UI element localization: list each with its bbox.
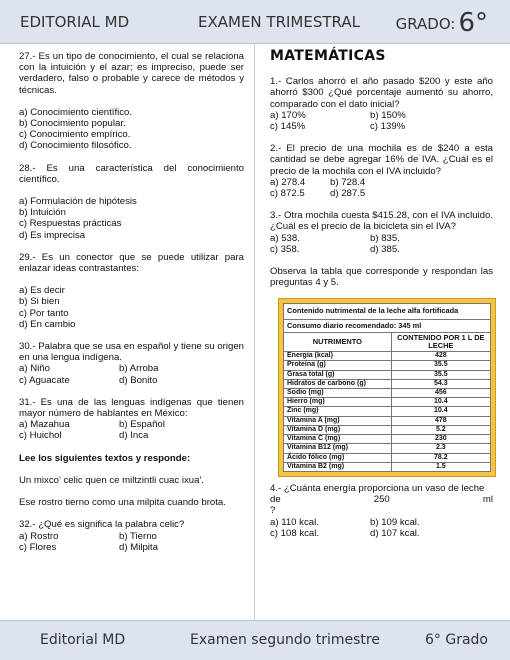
table-row (284, 444, 491, 453)
option: a) 278.4 (270, 176, 306, 188)
table-row (284, 389, 491, 398)
table-header-content: CONTENIDO POR 1 L DE LECHE (391, 332, 490, 351)
option: c) Respuestas prácticas (19, 218, 122, 230)
option: a) Mazahua (19, 419, 70, 431)
option: c) Flores (19, 541, 57, 553)
table-title: Contenido nutrimental de la leche alfa fortificada (284, 304, 491, 319)
nutrient-value: 1.5 (391, 462, 490, 471)
header-grade-value: 6° (458, 8, 488, 38)
nutrient-name: Ácido fólico (mg) (284, 453, 392, 462)
page-footer (0, 620, 510, 660)
question-29-text: 29.- Es un conector que se puede utilizar para enlazar ideas contrastantes: (19, 251, 244, 275)
nutrient-value: 2.3 (391, 444, 490, 453)
table-row (284, 370, 491, 379)
option: a) 110 kcal. (270, 516, 319, 528)
table-row (284, 379, 491, 388)
nutrition-table-frame (278, 298, 496, 476)
reading-text-nahuatl: Un mixco' celic quen ce miltzintli cuac ixua'. (19, 474, 204, 486)
nutrient-name: Hierro (mg) (284, 398, 392, 407)
question-3-text: 3.- Otra mochila cuesta $415.28, con el IVA incluido. ¿Cuál es el precio de la bicicleta sin el IVA? (270, 210, 493, 233)
nutrient-name: Zinc (mg) (284, 407, 392, 416)
question-4-text-250: 250 (373, 494, 390, 506)
nutrient-name: Vitamina B12 (mg) (284, 444, 392, 453)
question-4-text-de: de (270, 494, 281, 506)
nutrient-name: Proteína (g) (284, 361, 392, 370)
option: d) 107 kcal. (370, 527, 420, 539)
question-4-text-line1: 4.- ¿Cuánta energía proporciona un vaso de leche (270, 482, 485, 494)
question-2-text: 2.- El precio de una mochila es de $240 a esta cantidad se debe agregar 16% de IVA. ¿Cuál es el precio de la mochila con el IVA incluido? (270, 143, 493, 177)
nutrient-value: 428 (391, 352, 490, 361)
nutrient-value: 5.2 (391, 425, 490, 434)
option: c) 358. (270, 243, 300, 255)
table-row (284, 462, 491, 471)
option: c) Aguacate (19, 374, 70, 386)
option: b) 109 kcal. (370, 516, 420, 528)
table-row (284, 435, 491, 444)
nutrient-value: 35.5 (391, 361, 490, 370)
option: a) 538. (270, 232, 300, 244)
option: d) 287.5 (330, 188, 366, 200)
option: d) Conocimiento filosófico. (19, 140, 132, 152)
option: c) 108 kcal. (270, 527, 320, 539)
option: c) Por tanto (19, 307, 69, 319)
option: d) Bonito (119, 374, 158, 386)
nutrient-name: Vitamina A (mg) (284, 416, 392, 425)
question-1 (270, 76, 493, 132)
option: d) En cambio (19, 318, 76, 330)
footer-title: Examen segundo trimestre (190, 632, 380, 648)
question-32-text: 32.- ¿Qué es significa la palabra celic? (19, 519, 185, 531)
option: d) Milpita (119, 541, 158, 553)
option: b) Conocimiento popular. (19, 118, 126, 130)
option: a) Niño (19, 363, 50, 375)
option: b) 150% (370, 109, 406, 121)
option: c) 145% (270, 121, 306, 133)
page-header (0, 0, 510, 44)
question-1-text: 1.- Carlos ahorró el año pasado $200 y este año ahorró $300 ¿Qué porcentaje aumentó su ahorro, comparado con el dato inicial? (270, 76, 493, 110)
question-4-text-qmark: ? (270, 505, 276, 517)
left-column (19, 51, 244, 553)
nutrient-name: Vitamina C (mg) (284, 435, 392, 444)
question-4 (270, 483, 493, 539)
table-row (284, 425, 491, 434)
question-3 (270, 210, 493, 255)
option: b) Tierno (119, 530, 157, 542)
option: b) Español (119, 419, 165, 431)
question-31-text: 31.- Es una de las lenguas indígenas que tienen mayor número de hablantes en México: (19, 396, 244, 420)
nutrient-value: 10.4 (391, 398, 490, 407)
option: a) Rostro (19, 530, 59, 542)
nutrient-name: Sodio (mg) (284, 389, 392, 398)
table-row (284, 453, 491, 462)
reading-instruction: Lee los siguientes textos y responde: (19, 452, 191, 464)
option: b) Si bien (19, 296, 60, 308)
table-row (284, 416, 491, 425)
header-grade (396, 6, 488, 36)
option: d) 385. (370, 243, 400, 255)
question-28-text: 28.- Es una característica del conocimiento científico. (19, 162, 244, 185)
table-row (284, 398, 491, 407)
option: a) 170% (270, 109, 306, 121)
header-grade-label: GRADO: (395, 15, 456, 33)
table-header-nutrient: NUTRIMENTO (284, 332, 392, 351)
question-2 (270, 143, 493, 199)
table-row (284, 352, 491, 361)
question-27 (19, 51, 244, 152)
option: c) 139% (370, 121, 406, 133)
header-title: EXAMEN TRIMESTRAL (198, 13, 360, 31)
nutrient-value: 54.3 (391, 379, 490, 388)
option: d) Es imprecisa (19, 229, 86, 241)
question-4-text-ml: ml (482, 494, 493, 506)
table-row (284, 407, 491, 416)
question-27-text: 27.- Es un tipo de conocimiento, el cual se relaciona con la intuición y el azar; es impreciso, puede ser verdadero, falso o probable y carece de métodos y técnicas. (19, 51, 244, 96)
nutrient-value: 456 (391, 389, 490, 398)
nutrient-name: Energía (kcal) (284, 352, 392, 361)
nutrient-value: 230 (391, 435, 490, 444)
column-divider (254, 44, 255, 620)
right-column (270, 48, 493, 539)
option: b) Intuición (19, 207, 66, 219)
nutrient-value: 78.2 (391, 453, 490, 462)
question-28 (19, 163, 244, 241)
subject-title: MATEMÁTICAS (270, 48, 386, 64)
nutrient-name: Vitamina D (mg) (284, 425, 392, 434)
footer-grade: 6° Grado (425, 632, 488, 648)
question-30 (19, 341, 244, 386)
option: d) Inca (119, 430, 149, 442)
header-publisher: EDITORIAL MD (20, 13, 130, 31)
question-29 (19, 252, 244, 330)
option: b) 835. (370, 232, 400, 244)
nutrient-name: Vitamina B2 (mg) (284, 462, 392, 471)
nutrient-name: Hidratos de carbono (g) (284, 379, 392, 388)
question-30-text: 30.- Palabra que se usa en español y tiene su origen en una lengua indígena. (19, 341, 244, 364)
option: b) 728.4 (330, 176, 366, 188)
table-row (284, 361, 491, 370)
option: b) Arroba (119, 363, 159, 375)
question-32 (19, 519, 244, 553)
table-serving: Consumo diario recomendado: 345 ml (284, 319, 491, 332)
nutrition-table (283, 303, 491, 471)
reading-text-spanish: Ese rostro tierno como una milpita cuando brota. (19, 497, 226, 509)
option: a) Conocimiento científico. (19, 106, 133, 118)
option: c) Huichol (19, 430, 62, 442)
table-intro: Observa la tabla que corresponde y respondan las preguntas 4 y 5. (270, 266, 493, 289)
nutrient-value: 10.4 (391, 407, 490, 416)
footer-publisher: Editorial MD (40, 632, 126, 648)
question-31 (19, 397, 244, 442)
nutrient-value: 478 (391, 416, 490, 425)
option: c) 872.5 (270, 188, 305, 200)
nutrient-name: Grasa total (g) (284, 370, 392, 379)
option: c) Conocimiento empírico. (19, 129, 131, 141)
option: a) Formulación de hipótesis (19, 196, 137, 208)
option: a) Es decir (19, 285, 65, 297)
nutrient-value: 35.5 (391, 370, 490, 379)
